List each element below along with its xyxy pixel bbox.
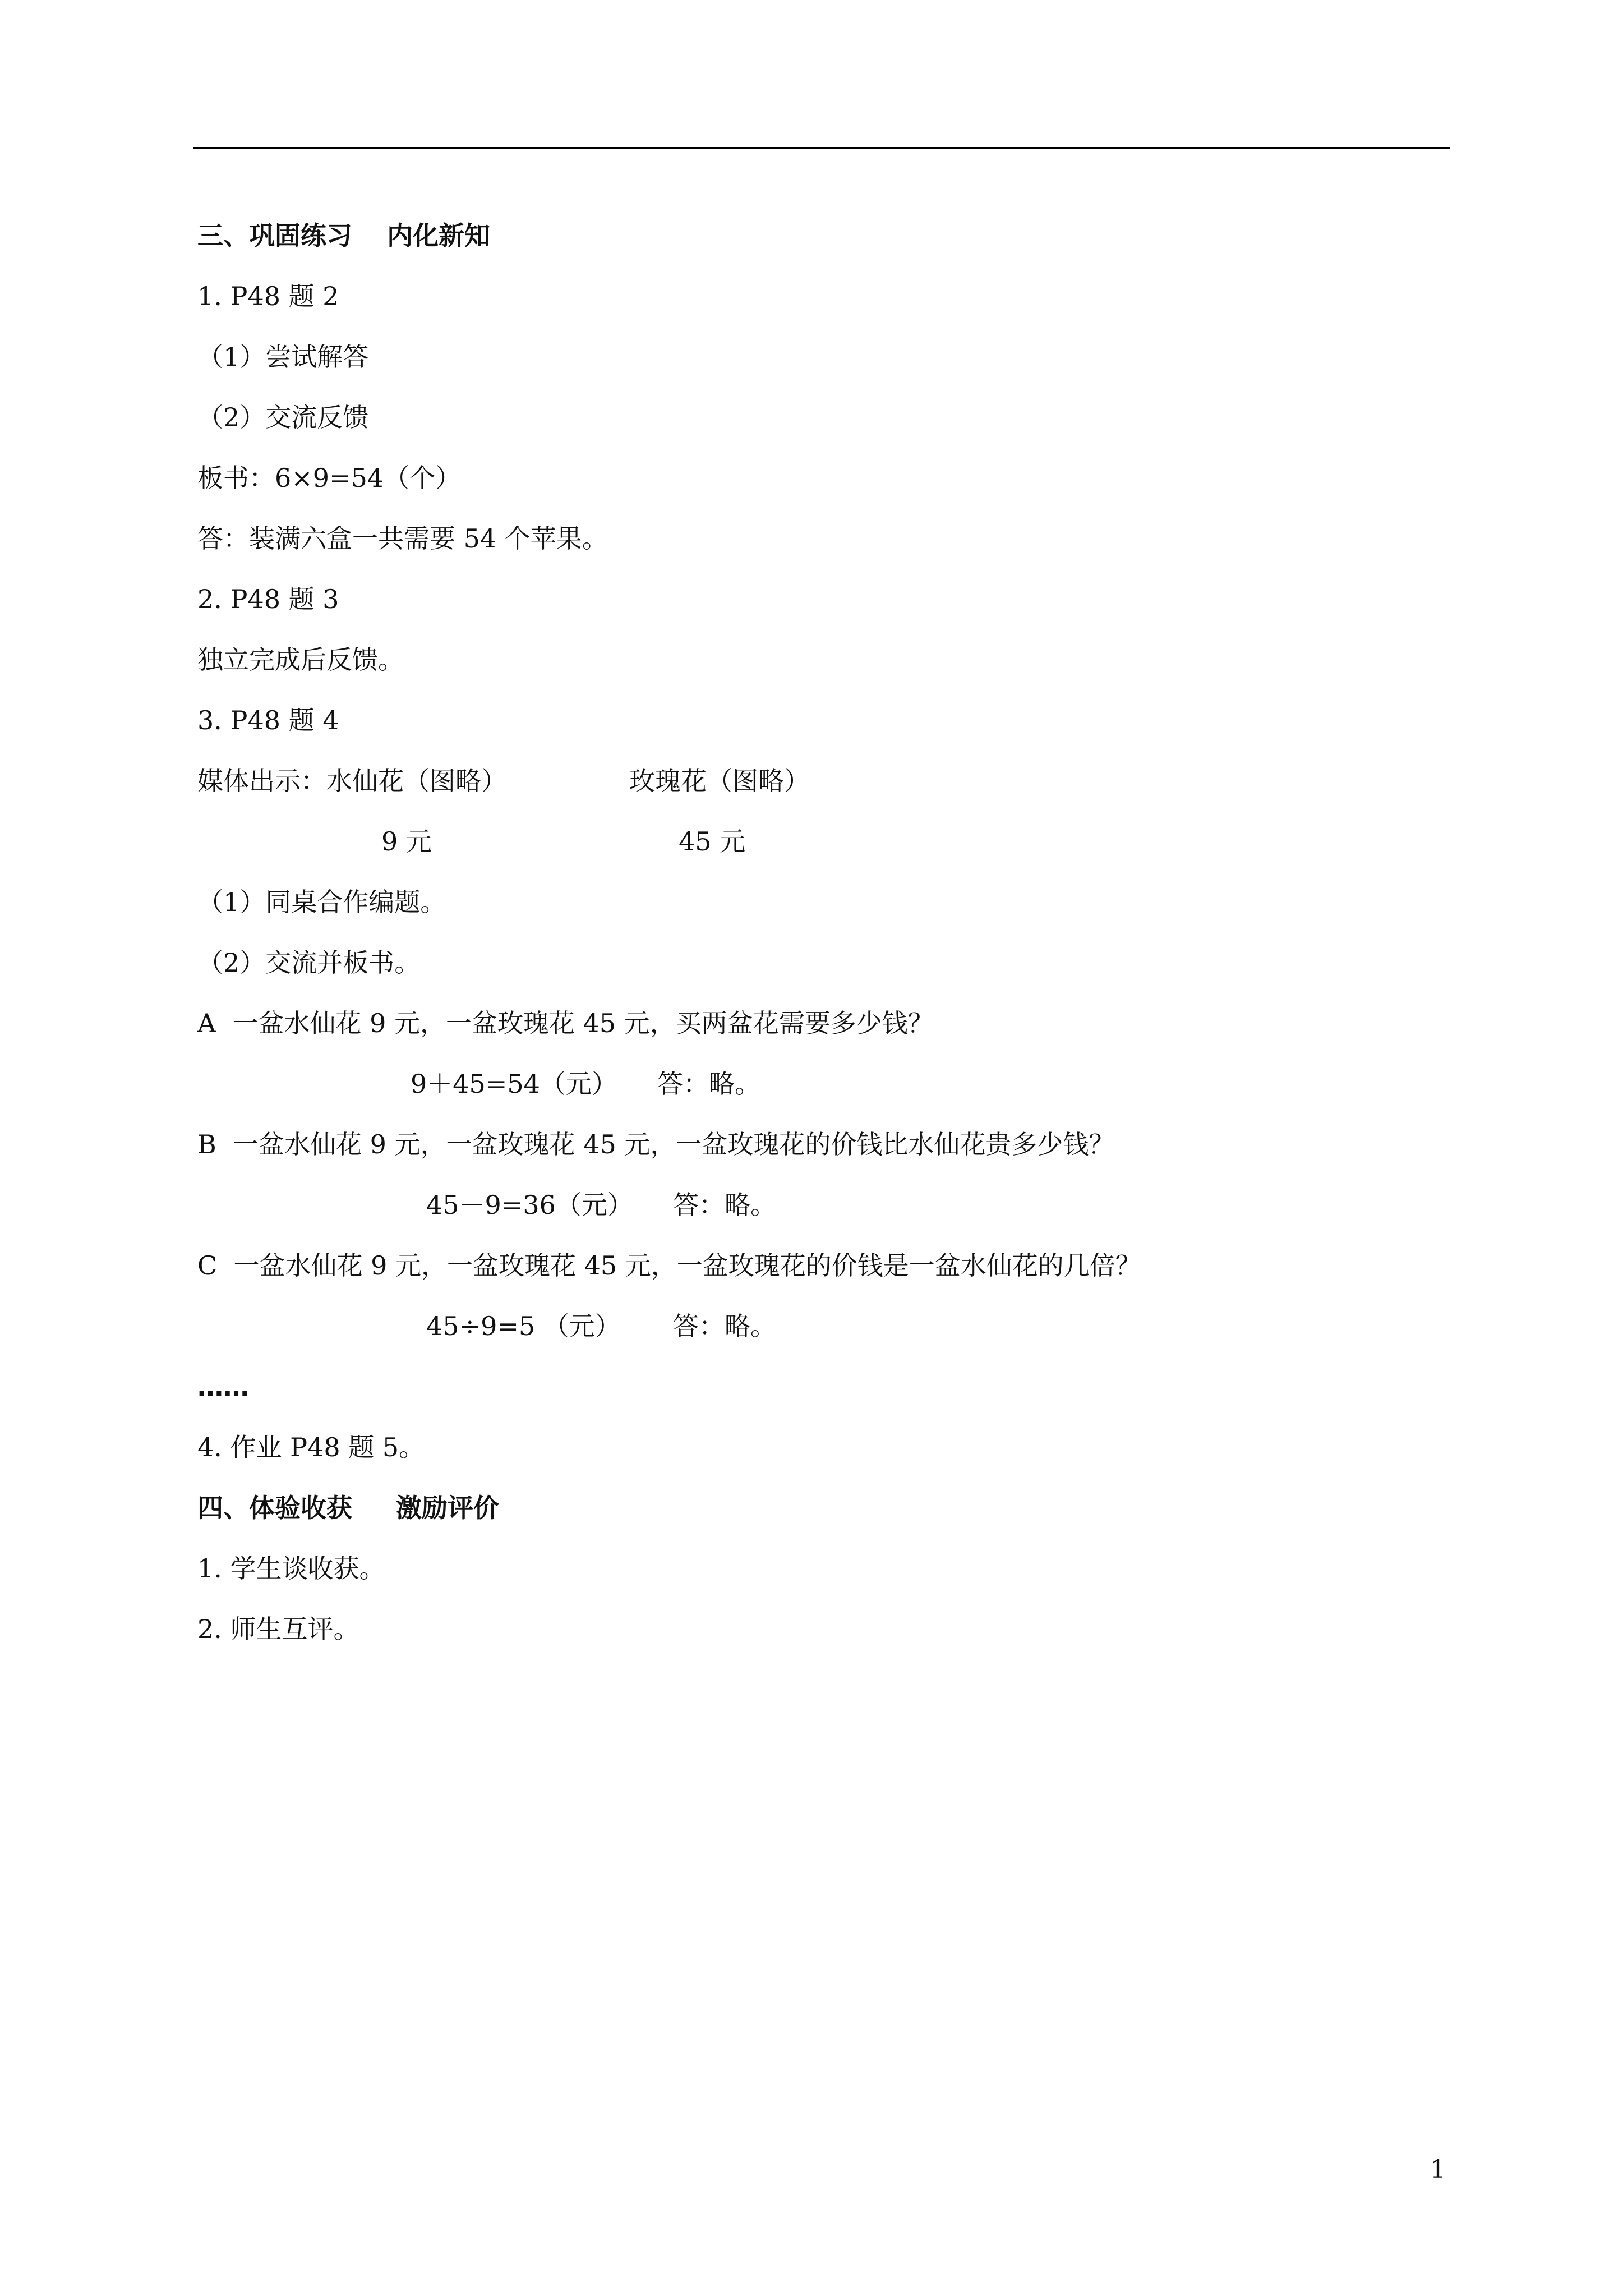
problem-a: A 一盆水仙花 9 元，一盆玫瑰花 45 元，买两盆花需要多少钱？ [197, 1008, 934, 1038]
summary-item-2: 2. 师生互评。 [197, 1614, 359, 1644]
exercise-2-title: 2. P48 题 3 [197, 584, 339, 614]
problem-a-equation: 9＋45=54（元） [411, 1069, 617, 1099]
problem-c-equation: 45÷9=5 （元） [426, 1311, 621, 1341]
media-rose: 玫瑰花（图略） [629, 766, 810, 796]
problem-b-answer: 答：略。 [673, 1190, 776, 1220]
homework: 4. 作业 P48 题 5。 [197, 1432, 425, 1462]
ellipsis: …… [197, 1372, 249, 1402]
step-compose-problem: （1）同桌合作编题。 [197, 887, 446, 917]
problem-c: C 一盆水仙花 9 元，一盆玫瑰花 45 元，一盆玫瑰花的价钱是一盆水仙花的几倍？ [197, 1250, 1141, 1281]
exercise-3-title: 3. P48 题 4 [197, 705, 339, 735]
answer-text: 答：装满六盒一共需要 54 个苹果。 [197, 523, 608, 554]
problem-b-equation: 45－9=36（元） [426, 1190, 633, 1220]
page-number: 1 [1430, 2155, 1446, 2184]
summary-item-1: 1. 学生谈收获。 [197, 1553, 385, 1584]
daffodil-price: 9 元 [381, 826, 432, 857]
exercise-1-title: 1. P48 题 2 [197, 281, 339, 311]
section-4-heading: 四、体验收获 激励评价 [197, 1493, 500, 1523]
board-equation: 板书：6×9=54（个） [197, 463, 462, 493]
step-share-board: （2）交流并板书。 [197, 947, 421, 978]
step-feedback: （2）交流反馈 [197, 402, 369, 432]
media-daffodil: 媒体出示：水仙花（图略） [197, 766, 507, 796]
problem-a-answer: 答：略。 [657, 1069, 760, 1099]
header-rule [193, 147, 1450, 149]
problem-c-answer: 答：略。 [673, 1311, 776, 1341]
section-3-heading: 三、巩固练习 内化新知 [197, 220, 491, 251]
problem-b: B 一盆水仙花 9 元，一盆玫瑰花 45 元，一盆玫瑰花的价钱比水仙花贵多少钱？ [197, 1129, 1115, 1159]
rose-price: 45 元 [679, 826, 746, 857]
exercise-2-instruction: 独立完成后反馈。 [197, 645, 404, 675]
step-try-solve: （1）尝试解答 [197, 342, 369, 372]
